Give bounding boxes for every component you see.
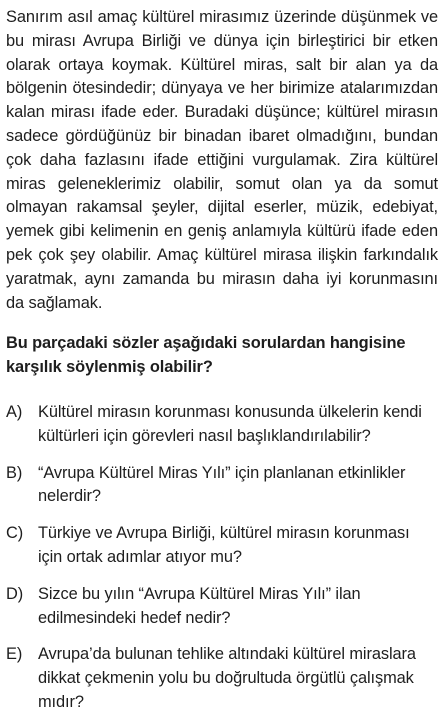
option-letter: C) xyxy=(6,524,24,543)
reading-passage: Sanırım asıl amaç kültürel mirasımız üzerinde düşünmek ve bu mirası Avrupa Birliği ve dünya için birleştirici bir etken olarak ortaya koymak. Kültürel miras, salt bir alan ya da bölgenin ötesindedir; dünyaya ve her birimize atalarımızdan kalan mirası ifade eder. Buradaki düşünce; kültürel mirasın sadece gördüğünüz bir binadan ibaret olmadığını, bundan çok daha fazlasını ifade ettiğini vurgulamak. Zira kültürel miras geleneklerimiz olabilir, somut olan ya da somut olmayan rakamsal şeyler, dijital eserler, müzik, edebiyat, yemek gibi kelimenin en geniş anlamıyla kültürü ifade eden pek çok şey olabilir. Amaç kültürel mirasa ilişkin farkındalık yaratmak, aynı zamanda bu mirasın daha iyi korunmasını da sağlamak. xyxy=(6,8,438,312)
option-text: Sizce bu yılın “Avrupa Kültürel Miras Yılı” ilan edilmesindeki hedef nedir? xyxy=(38,584,361,627)
option-b[interactable] xyxy=(6,462,438,510)
question-stem: Bu parçadaki sözler aşağıdaki sorulardan hangisine karşılık söylenmiş olabilir? xyxy=(6,334,406,377)
option-letter: A) xyxy=(6,402,23,421)
question-page xyxy=(6,6,438,728)
option-text: Kültürel mirasın korunması konusunda ülkelerin kendi kültürleri için görevleri nasıl başlıklandırılabilir? xyxy=(38,402,422,445)
option-a[interactable] xyxy=(6,401,438,449)
option-text: Avrupa’da bulunan tehlike altındaki kültürel miraslara dikkat çekmenin yolu bu doğrultuda örgütlü çalışmak mıdır? xyxy=(38,645,416,711)
option-text: “Avrupa Kültürel Miras Yılı” için planlanan etkinlikler nelerdir? xyxy=(38,463,406,506)
option-text: Türkiye ve Avrupa Birliği, kültürel mirasın korunması için ortak adımlar atıyor mu? xyxy=(38,524,410,566)
option-letter: B) xyxy=(6,463,23,482)
answer-options xyxy=(6,401,438,715)
option-letter: E) xyxy=(6,645,23,664)
option-letter: D) xyxy=(6,584,24,603)
option-e[interactable] xyxy=(6,643,438,714)
option-c[interactable] xyxy=(6,522,438,570)
option-d[interactable] xyxy=(6,583,438,631)
